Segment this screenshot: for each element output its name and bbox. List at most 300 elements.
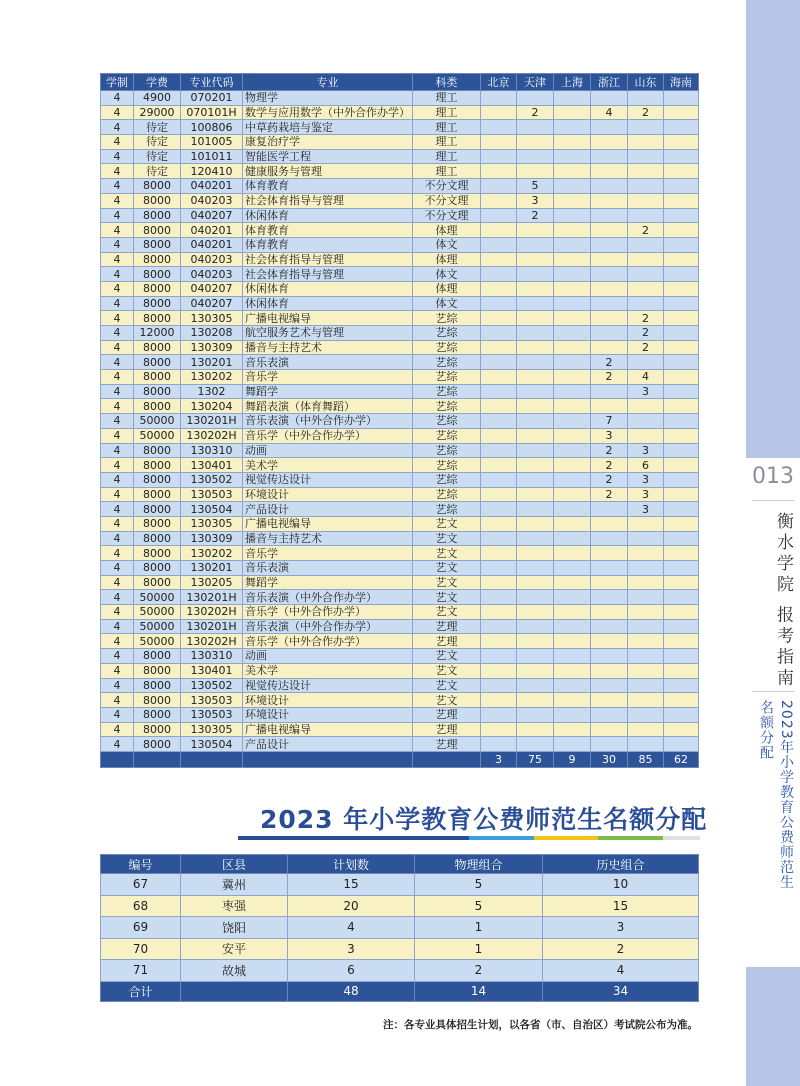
table-cell: 艺理: [413, 737, 481, 752]
table-cell: [554, 164, 591, 179]
divider: [752, 500, 794, 501]
table-cell: 8000: [134, 340, 181, 355]
table-cell: 8000: [134, 370, 181, 385]
table-cell: [481, 237, 517, 252]
table-row: [101, 252, 699, 267]
table-cell: [664, 223, 699, 238]
table-cell: 理工: [413, 135, 481, 150]
table-cell: [481, 678, 517, 693]
total-cell: 75: [517, 751, 554, 767]
table-cell: [481, 414, 517, 429]
table-cell: [517, 311, 554, 326]
table-cell: 4: [101, 179, 134, 194]
table-cell: [517, 590, 554, 605]
table-cell: [664, 737, 699, 752]
table-cell: 3: [517, 193, 554, 208]
column-header: 北京: [481, 74, 517, 91]
table-cell: [554, 120, 591, 135]
table-cell: 艺文: [413, 663, 481, 678]
table-cell: [481, 267, 517, 282]
table-cell: [554, 355, 591, 370]
table-cell: [591, 296, 628, 311]
table-cell: 2: [628, 105, 664, 120]
table-cell: [591, 193, 628, 208]
table-cell: 50000: [134, 414, 181, 429]
total-cell: [181, 981, 288, 1001]
total-cell: 85: [628, 751, 664, 767]
table-cell: [517, 546, 554, 561]
table-cell: 艺综: [413, 384, 481, 399]
table-cell: [517, 722, 554, 737]
table-cell: 5: [415, 895, 543, 917]
table-cell: [517, 649, 554, 664]
table-cell: 2: [591, 458, 628, 473]
table-cell: [591, 237, 628, 252]
table-cell: 不分文理: [413, 193, 481, 208]
table-cell: [481, 311, 517, 326]
table-cell: 艺文: [413, 605, 481, 620]
table-row: [101, 917, 699, 939]
total-cell: 3: [481, 751, 517, 767]
quota-table: [100, 854, 699, 1002]
table-cell: 3: [628, 384, 664, 399]
table-cell: 2: [591, 443, 628, 458]
table-cell: [591, 91, 628, 106]
table-cell: [554, 105, 591, 120]
table-cell: [517, 370, 554, 385]
table-cell: 艺理: [413, 722, 481, 737]
sidebar-bottom-band: [746, 967, 800, 1086]
table-cell: 8000: [134, 179, 181, 194]
table-cell: [664, 443, 699, 458]
table-cell: [664, 281, 699, 296]
table-row: [101, 590, 699, 605]
table-cell: [554, 135, 591, 150]
table-cell: [554, 370, 591, 385]
table-cell: [517, 531, 554, 546]
table-cell: 8000: [134, 193, 181, 208]
table-cell: 4: [101, 340, 134, 355]
table-cell: 130305: [181, 722, 243, 737]
table-cell: 广播电视编导: [243, 516, 413, 531]
table-cell: [664, 428, 699, 443]
table-cell: 待定: [134, 120, 181, 135]
table-cell: 8000: [134, 311, 181, 326]
table-cell: [481, 693, 517, 708]
table-cell: 130201: [181, 561, 243, 576]
table-cell: 120410: [181, 164, 243, 179]
table-cell: [628, 619, 664, 634]
table-cell: 8000: [134, 399, 181, 414]
table-cell: 8000: [134, 531, 181, 546]
enrollment-plan-table: [100, 73, 699, 768]
table-cell: [664, 135, 699, 150]
column-header: 编号: [101, 855, 181, 874]
table-cell: [554, 693, 591, 708]
table-cell: [554, 634, 591, 649]
table-cell: [591, 384, 628, 399]
table-cell: 休闲体育: [243, 281, 413, 296]
table-cell: 艺综: [413, 458, 481, 473]
table-cell: [554, 223, 591, 238]
table-cell: [481, 663, 517, 678]
total-cell: 14: [415, 981, 543, 1001]
table-cell: [481, 326, 517, 341]
table-cell: [628, 120, 664, 135]
table-cell: 音乐表演（中外合作办学）: [243, 414, 413, 429]
table-cell: [517, 663, 554, 678]
table-cell: 4: [591, 105, 628, 120]
table-cell: [481, 208, 517, 223]
table-row: [101, 326, 699, 341]
table-cell: [628, 561, 664, 576]
table-cell: 待定: [134, 164, 181, 179]
sidebar: [746, 0, 800, 1086]
table-row: [101, 105, 699, 120]
table-cell: [664, 105, 699, 120]
table-cell: [481, 575, 517, 590]
table-cell: [591, 531, 628, 546]
table-header-row: [101, 855, 699, 874]
table-cell: [481, 634, 517, 649]
table-cell: 4: [101, 722, 134, 737]
table-cell: 广播电视编导: [243, 311, 413, 326]
table-cell: 4900: [134, 91, 181, 106]
table-cell: 4: [101, 561, 134, 576]
table-cell: [664, 649, 699, 664]
table-cell: 8000: [134, 472, 181, 487]
table-cell: 音乐表演: [243, 561, 413, 576]
table-cell: [554, 678, 591, 693]
table-cell: 130202H: [181, 428, 243, 443]
table-cell: [591, 561, 628, 576]
table-cell: 130201H: [181, 590, 243, 605]
table-cell: 4: [101, 443, 134, 458]
column-header: 科类: [413, 74, 481, 91]
table-cell: [664, 193, 699, 208]
table-row: [101, 208, 699, 223]
table-cell: 音乐学: [243, 546, 413, 561]
table-cell: 130202: [181, 370, 243, 385]
table-cell: 艺综: [413, 340, 481, 355]
table-cell: 物理学: [243, 91, 413, 106]
table-cell: [481, 561, 517, 576]
table-cell: 故城: [181, 960, 288, 982]
total-cell: 30: [591, 751, 628, 767]
table-cell: 5: [415, 874, 543, 896]
table-cell: 130201: [181, 355, 243, 370]
table-cell: [517, 223, 554, 238]
table-cell: 4: [101, 472, 134, 487]
table-cell: [517, 443, 554, 458]
table-row: [101, 193, 699, 208]
table-cell: [591, 575, 628, 590]
table-cell: 4: [101, 208, 134, 223]
table-cell: [554, 237, 591, 252]
table-cell: [664, 458, 699, 473]
table-cell: 产品设计: [243, 502, 413, 517]
table-cell: [628, 516, 664, 531]
table-cell: 2: [628, 223, 664, 238]
table-cell: [554, 149, 591, 164]
table-cell: 枣强: [181, 895, 288, 917]
table-cell: 播音与主持艺术: [243, 531, 413, 546]
table-row: [101, 678, 699, 693]
table-cell: [628, 208, 664, 223]
table-cell: 4: [101, 619, 134, 634]
table-cell: [591, 149, 628, 164]
table-cell: [664, 516, 699, 531]
table-cell: [481, 193, 517, 208]
section-title: 2023 年小学教育公费师范生名额分配: [260, 805, 708, 834]
table-cell: 视觉传达设计: [243, 678, 413, 693]
table-cell: 4: [101, 311, 134, 326]
table-cell: 50000: [134, 590, 181, 605]
table-cell: [591, 649, 628, 664]
table-cell: 3: [628, 472, 664, 487]
table-cell: [628, 135, 664, 150]
table-cell: [481, 605, 517, 620]
table-cell: [664, 370, 699, 385]
table-cell: 3: [628, 502, 664, 517]
total-row: [101, 751, 699, 767]
table-cell: 社会体育指导与管理: [243, 267, 413, 282]
table-cell: 安平: [181, 938, 288, 960]
table-cell: [554, 193, 591, 208]
table-cell: 130504: [181, 737, 243, 752]
table-cell: [591, 164, 628, 179]
total-row: [101, 981, 699, 1001]
table-row: [101, 149, 699, 164]
table-row: [101, 281, 699, 296]
table-cell: [591, 605, 628, 620]
table-cell: 休闲体育: [243, 208, 413, 223]
table-cell: 2: [628, 326, 664, 341]
table-cell: 艺综: [413, 326, 481, 341]
table-cell: 4: [101, 296, 134, 311]
table-cell: [628, 179, 664, 194]
table-cell: 2: [591, 370, 628, 385]
table-cell: [554, 707, 591, 722]
table-cell: [591, 516, 628, 531]
table-cell: [664, 91, 699, 106]
table-cell: [664, 546, 699, 561]
table-cell: 040203: [181, 252, 243, 267]
table-row: [101, 370, 699, 385]
table-cell: 68: [101, 895, 181, 917]
table-cell: 6: [288, 960, 415, 982]
table-cell: 130202H: [181, 605, 243, 620]
table-cell: [481, 223, 517, 238]
table-cell: [591, 634, 628, 649]
table-cell: 8000: [134, 458, 181, 473]
table-cell: [628, 722, 664, 737]
table-cell: 理工: [413, 149, 481, 164]
table-row: [101, 237, 699, 252]
table-cell: [628, 428, 664, 443]
table-cell: [481, 355, 517, 370]
table-cell: 20: [288, 895, 415, 917]
table-cell: 环境设计: [243, 693, 413, 708]
column-header: 专业代码: [181, 74, 243, 91]
table-cell: [517, 267, 554, 282]
total-cell: 48: [288, 981, 415, 1001]
table-cell: [628, 193, 664, 208]
table-row: [101, 267, 699, 282]
table-cell: [591, 399, 628, 414]
table-cell: [517, 237, 554, 252]
table-cell: [517, 737, 554, 752]
table-cell: [664, 634, 699, 649]
table-cell: [481, 179, 517, 194]
table-cell: 130401: [181, 458, 243, 473]
table-cell: 4: [101, 252, 134, 267]
table-cell: [591, 502, 628, 517]
table-cell: 8000: [134, 575, 181, 590]
table-cell: 中草药栽培与鉴定: [243, 120, 413, 135]
table-cell: [517, 487, 554, 502]
table-cell: [591, 267, 628, 282]
table-cell: [554, 252, 591, 267]
table-row: [101, 179, 699, 194]
table-cell: [664, 311, 699, 326]
table-cell: 1302: [181, 384, 243, 399]
table-cell: [554, 91, 591, 106]
table-cell: 音乐表演（中外合作办学）: [243, 590, 413, 605]
table-cell: 艺文: [413, 590, 481, 605]
table-cell: [591, 693, 628, 708]
table-cell: 待定: [134, 149, 181, 164]
table-cell: 2: [628, 311, 664, 326]
table-cell: 8000: [134, 502, 181, 517]
column-header: 海南: [664, 74, 699, 91]
table-cell: 4: [101, 663, 134, 678]
table-cell: [517, 91, 554, 106]
table-cell: [517, 296, 554, 311]
table-cell: [554, 649, 591, 664]
table-cell: [554, 546, 591, 561]
table-cell: 艺文: [413, 678, 481, 693]
table-cell: 8000: [134, 296, 181, 311]
table-cell: 040201: [181, 223, 243, 238]
table-cell: 8000: [134, 678, 181, 693]
table-cell: 1: [415, 938, 543, 960]
table-cell: [517, 326, 554, 341]
column-header: 专业: [243, 74, 413, 91]
table-cell: [481, 105, 517, 120]
table-cell: [554, 179, 591, 194]
table-cell: [591, 135, 628, 150]
table-cell: 130309: [181, 340, 243, 355]
table-cell: 4: [101, 428, 134, 443]
table-row: [101, 516, 699, 531]
table-cell: 130401: [181, 663, 243, 678]
table-cell: 130202: [181, 546, 243, 561]
table-row: [101, 663, 699, 678]
table-cell: 艺文: [413, 546, 481, 561]
table-cell: 130201H: [181, 414, 243, 429]
table-cell: 4: [101, 91, 134, 106]
table-cell: [664, 487, 699, 502]
table-cell: 待定: [134, 135, 181, 150]
table-cell: [481, 91, 517, 106]
table-cell: [591, 179, 628, 194]
table-cell: 健康服务与管理: [243, 164, 413, 179]
table-cell: 艺理: [413, 619, 481, 634]
table-cell: [554, 516, 591, 531]
table-cell: [554, 326, 591, 341]
table-cell: [628, 546, 664, 561]
table-cell: [591, 707, 628, 722]
table-cell: [628, 149, 664, 164]
table-cell: [591, 340, 628, 355]
table-cell: [664, 237, 699, 252]
table-cell: 2: [628, 340, 664, 355]
table-cell: 4: [101, 590, 134, 605]
table-cell: 2: [591, 355, 628, 370]
table-cell: [628, 707, 664, 722]
column-header: 学制: [101, 74, 134, 91]
table-cell: 艺文: [413, 531, 481, 546]
table-cell: 艺综: [413, 487, 481, 502]
table-cell: [628, 693, 664, 708]
table-cell: 音乐学（中外合作办学）: [243, 428, 413, 443]
table-row: [101, 296, 699, 311]
table-cell: 美术学: [243, 663, 413, 678]
table-cell: 130305: [181, 516, 243, 531]
total-cell: [243, 751, 413, 767]
table-cell: [517, 619, 554, 634]
table-cell: [664, 399, 699, 414]
table-cell: 4: [101, 502, 134, 517]
table-cell: 4: [101, 223, 134, 238]
table-cell: [554, 281, 591, 296]
table-cell: 2: [415, 960, 543, 982]
table-cell: 3: [628, 443, 664, 458]
table-cell: 6: [628, 458, 664, 473]
table-cell: [554, 575, 591, 590]
table-cell: 4: [101, 605, 134, 620]
table-cell: [481, 428, 517, 443]
table-cell: 环境设计: [243, 707, 413, 722]
table-cell: [664, 619, 699, 634]
table-cell: [481, 252, 517, 267]
table-cell: 4: [543, 960, 699, 982]
table-cell: [554, 267, 591, 282]
table-cell: 8000: [134, 223, 181, 238]
divider: [752, 691, 794, 692]
table-cell: 艺文: [413, 693, 481, 708]
table-cell: [481, 370, 517, 385]
table-cell: 音乐表演（中外合作办学）: [243, 619, 413, 634]
table-cell: 2: [517, 105, 554, 120]
table-cell: 8000: [134, 546, 181, 561]
table-cell: 4: [101, 384, 134, 399]
table-cell: [664, 164, 699, 179]
table-cell: [517, 458, 554, 473]
table-cell: 体育教育: [243, 223, 413, 238]
table-row: [101, 649, 699, 664]
table-cell: 130504: [181, 502, 243, 517]
table-cell: [481, 281, 517, 296]
column-header: 区县: [181, 855, 288, 874]
table-cell: 数学与应用数学（中外合作办学）: [243, 105, 413, 120]
table-cell: [517, 502, 554, 517]
table-cell: 8000: [134, 281, 181, 296]
table-cell: [554, 487, 591, 502]
table-cell: [481, 531, 517, 546]
table-cell: [664, 575, 699, 590]
